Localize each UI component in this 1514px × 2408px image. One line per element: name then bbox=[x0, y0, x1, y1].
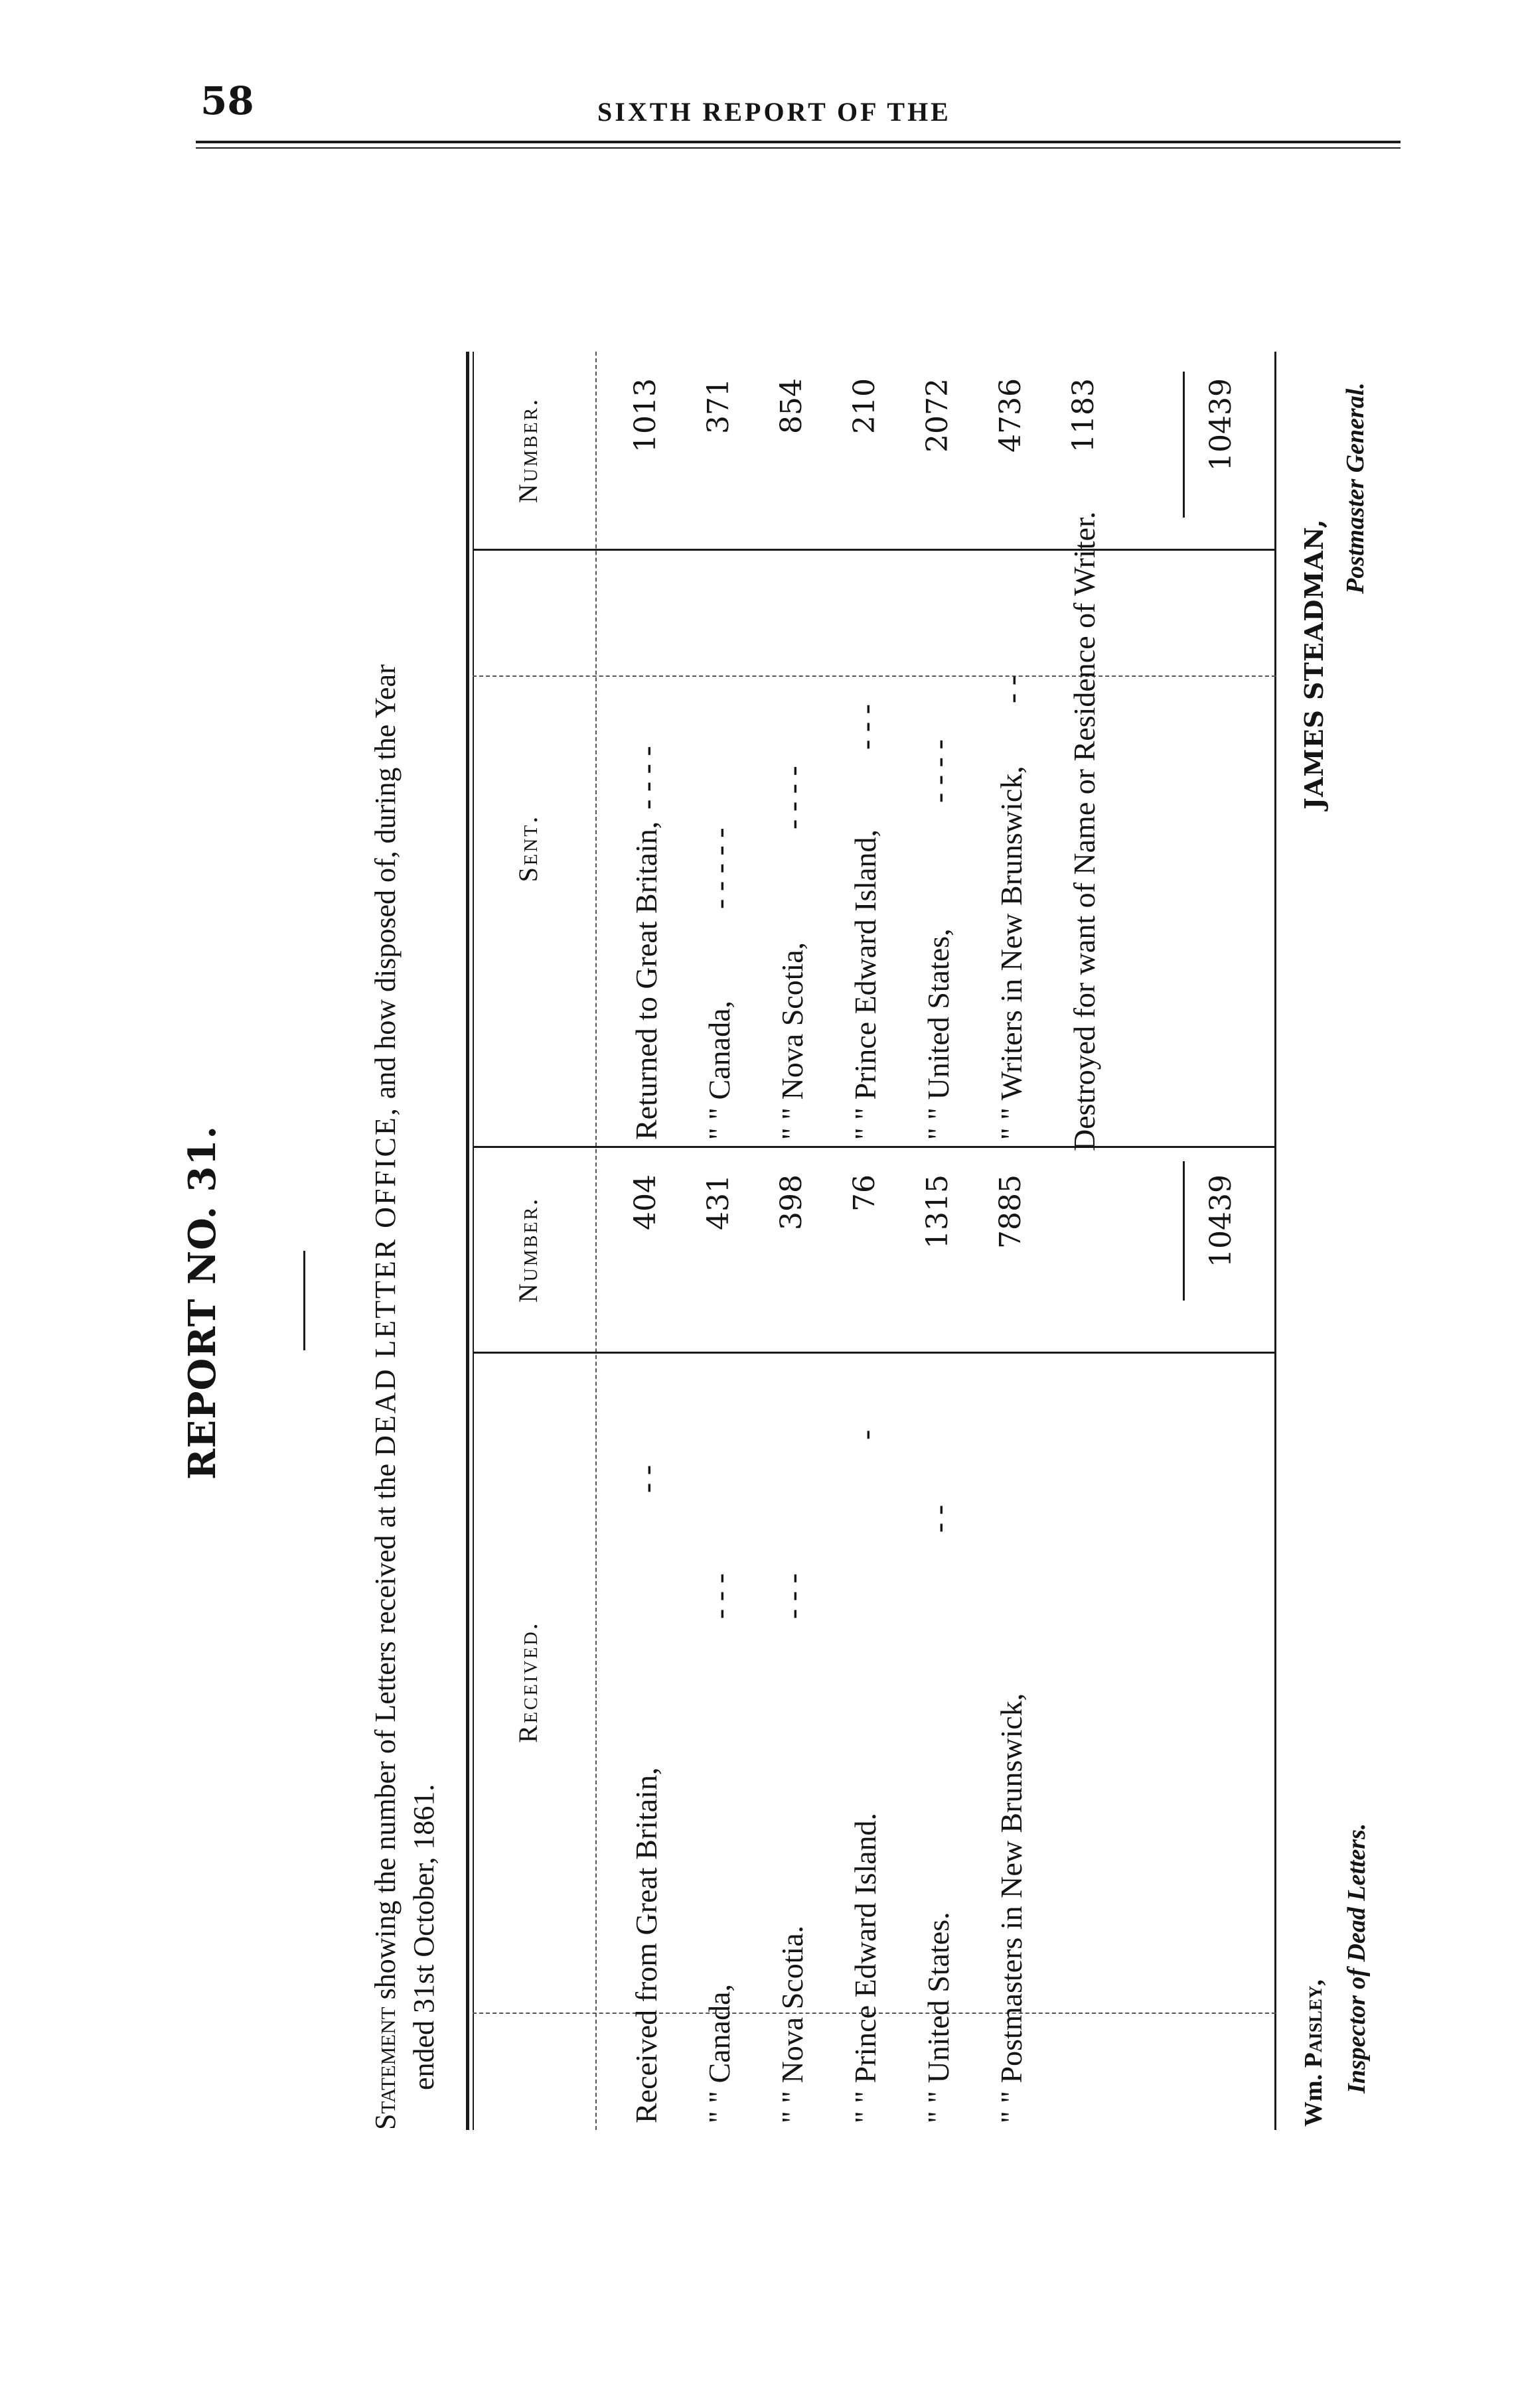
sent-number: 4736 bbox=[994, 378, 1027, 453]
sent-number: 210 bbox=[848, 378, 881, 434]
total-rule-received bbox=[1183, 1161, 1185, 1301]
sent-label: " " United States, bbox=[921, 928, 955, 1140]
leader-dots: - - - bbox=[702, 1573, 736, 1619]
page-number: 58 bbox=[200, 78, 254, 123]
total-rule-sent bbox=[1183, 372, 1185, 518]
statement-line-2: ended 31st October, 1861. bbox=[408, 1784, 440, 2090]
header-number-sent: Number. bbox=[513, 397, 543, 504]
received-number: 76 bbox=[848, 1174, 881, 1212]
table-row bbox=[1067, 352, 1140, 2130]
table-row bbox=[702, 352, 775, 2130]
table-bottom-rule bbox=[1274, 352, 1276, 2130]
header-number-received: Number. bbox=[513, 1196, 543, 1303]
leader-dots: - - - - bbox=[921, 739, 955, 803]
leader-dots: - - bbox=[994, 675, 1028, 703]
sent-number: 1183 bbox=[1067, 378, 1100, 453]
signature-right-name: JAMES STEADMAN, bbox=[1299, 518, 1329, 810]
received-number: 1315 bbox=[921, 1174, 954, 1249]
header-rule-thin bbox=[196, 147, 1400, 149]
signature-left-initial: Wm. bbox=[1300, 2068, 1327, 2127]
leader-dots: - bbox=[848, 1429, 882, 1440]
header-received: Received. bbox=[513, 1621, 543, 1743]
leader-dots: - - bbox=[629, 1464, 663, 1493]
sent-number: 1013 bbox=[629, 378, 662, 453]
table-header-rule bbox=[595, 352, 597, 2130]
signature-left-role: Inspector of Dead Letters. bbox=[1343, 1823, 1371, 2093]
sent-label: " " Writers in New Brunswick, bbox=[994, 766, 1028, 1140]
statement-lead: Statement bbox=[369, 2007, 402, 2130]
table-row bbox=[629, 352, 702, 2130]
signature-left-surname: Paisley, bbox=[1300, 1979, 1327, 2068]
received-label: " " Postmasters in New Brunswick, bbox=[994, 1693, 1028, 2123]
statement-office: DEAD LETTER OFFICE, bbox=[369, 1106, 402, 1456]
running-head: SIXTH REPORT OF THE bbox=[597, 97, 951, 127]
leader-dots: - - - bbox=[775, 1573, 809, 1619]
sent-label: Destroyed for want of Name or Residence of Writer. bbox=[1067, 511, 1101, 1151]
statement-part-2: and how disposed of, during the Year bbox=[369, 664, 402, 1107]
statement-line-1 bbox=[366, 338, 405, 2130]
leader-dots: - - - - bbox=[775, 766, 809, 829]
received-number: 398 bbox=[775, 1174, 808, 1230]
received-number: 404 bbox=[629, 1174, 662, 1230]
rotated-report-block bbox=[181, 173, 1402, 2263]
received-label: " " United States. bbox=[921, 1912, 955, 2123]
dead-letter-table bbox=[466, 352, 1282, 2130]
received-label: " " Prince Edward Island. bbox=[848, 1812, 882, 2123]
total-received: 10439 bbox=[1204, 1174, 1238, 1267]
sent-label: " " Prince Edward Island, bbox=[848, 829, 882, 1140]
signature-left-name bbox=[1299, 1979, 1328, 2127]
table-top-rule bbox=[466, 352, 469, 2130]
total-sent: 10439 bbox=[1204, 378, 1238, 471]
leader-dots: - - bbox=[921, 1504, 955, 1533]
sent-number: 371 bbox=[702, 378, 735, 434]
sent-label: " " Nova Scotia, bbox=[775, 942, 809, 1140]
header-sent: Sent. bbox=[513, 814, 543, 883]
statement-part-1: showing the number of Letters received at the bbox=[369, 1456, 402, 2007]
received-label: Received from Great Britain, bbox=[629, 1767, 663, 2123]
leader-dots: - - - - bbox=[629, 746, 663, 810]
leader-dots: - - - - - bbox=[702, 827, 736, 909]
header-rule-thick bbox=[196, 141, 1400, 143]
received-number: 431 bbox=[702, 1174, 735, 1230]
sent-number: 2072 bbox=[921, 378, 954, 453]
report-title: REPORT NO. 31. bbox=[181, 1125, 224, 1480]
received-label: " " Nova Scotia. bbox=[775, 1925, 809, 2123]
sent-number: 854 bbox=[775, 378, 808, 434]
sent-label: Returned to Great Britain, bbox=[629, 821, 663, 1140]
table-row bbox=[848, 352, 921, 2130]
table-row bbox=[994, 352, 1067, 2130]
received-number: 7885 bbox=[994, 1174, 1027, 1249]
received-label: " " Canada, bbox=[702, 1984, 736, 2123]
statement-caption bbox=[366, 338, 443, 2130]
table-row bbox=[775, 352, 848, 2130]
table-top-rule-thin bbox=[473, 352, 474, 2130]
sent-label: " " Canada, bbox=[702, 1001, 736, 1140]
leader-dots: - - - bbox=[848, 704, 882, 750]
signature-right-role: Postmaster General. bbox=[1341, 382, 1369, 594]
table-row bbox=[921, 352, 994, 2130]
title-rule bbox=[303, 1251, 305, 1350]
